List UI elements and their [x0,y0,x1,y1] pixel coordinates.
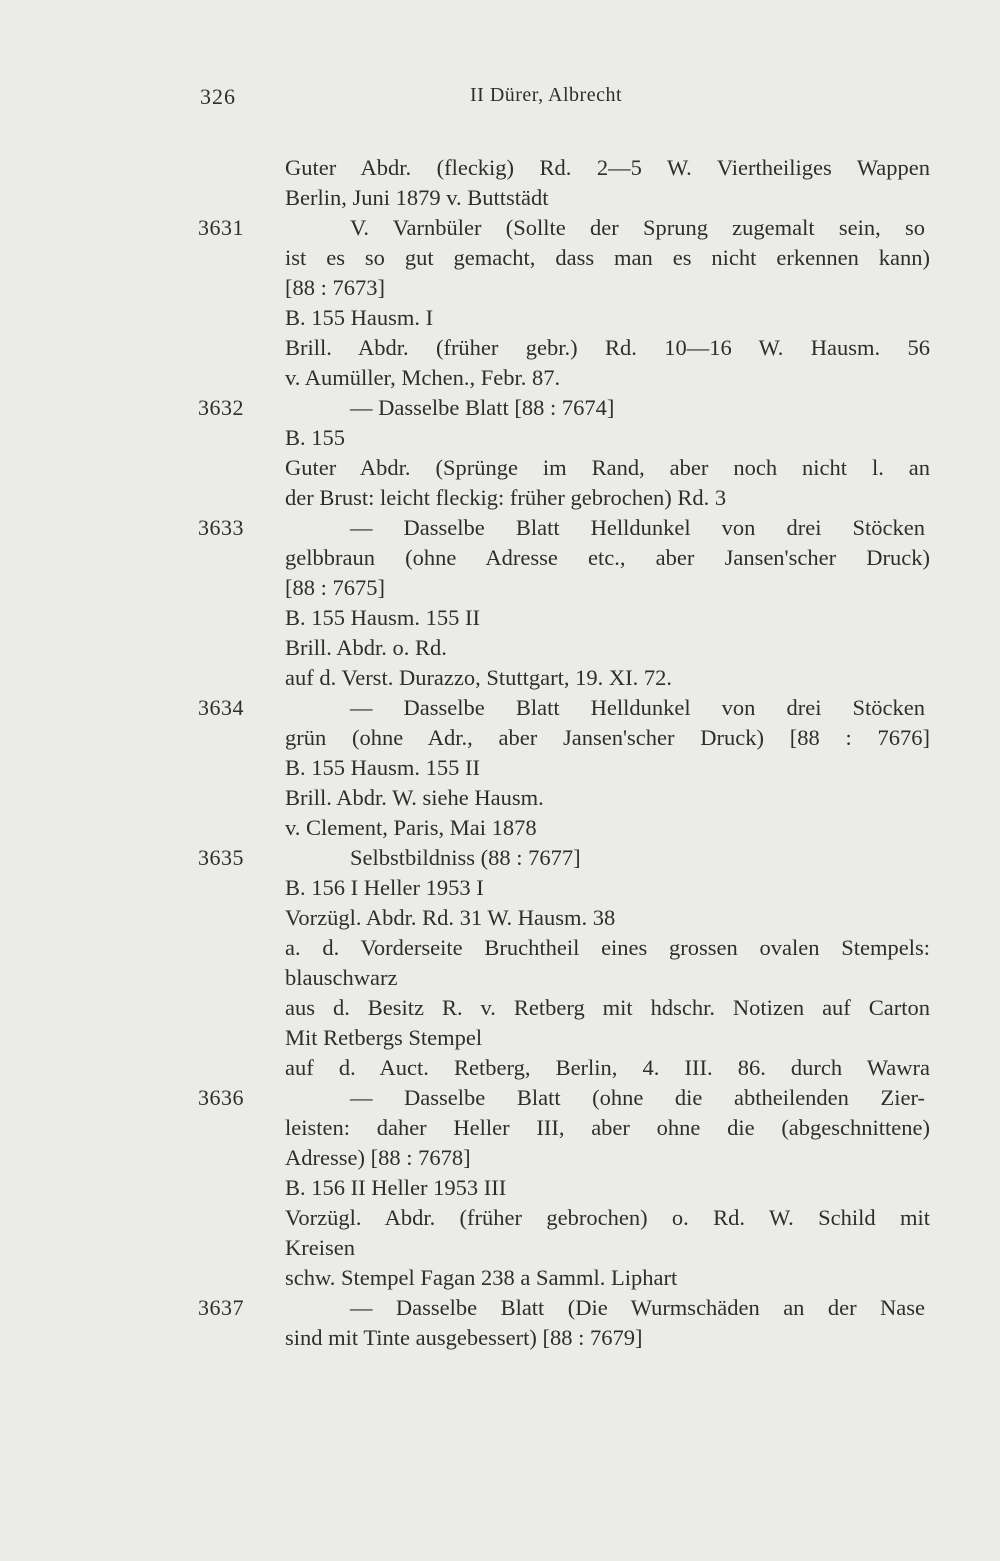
catalogue-entries [0,153,1000,1353]
lot-detail: Berlin, Juni 1879 v. Buttstädt [285,185,549,210]
lot-title: — Dasselbe Blatt (Die Wurmschäden an der Nase [350,1295,925,1320]
text-line [0,273,1000,303]
lot-detail: Guter Abdr. (Sprünge im Rand, aber noch nicht l. an [285,455,930,480]
lot-number: 3634 [198,695,244,720]
lot-number: 3631 [198,215,244,240]
text-line [0,183,1000,213]
lot-detail: gelbbraun (ohne Adresse etc., aber Jansen'scher Druck) [285,545,930,570]
lot-title: — Dasselbe Blatt [88 : 7674] [350,395,615,420]
lot-detail: Guter Abdr. (fleckig) Rd. 2—5 W. Viertheiliges Wappen [285,155,930,180]
lot-number: 3636 [198,1085,244,1110]
text-line [0,963,1000,993]
lot-detail: sind mit Tinte ausgebessert) [88 : 7679] [285,1325,643,1350]
text-line [0,303,1000,333]
lot-detail: der Brust: leicht fleckig: früher gebrochen) Rd. 3 [285,485,727,510]
lot-title: — Dasselbe Blatt (ohne die abtheilenden Zier- [350,1085,925,1110]
lot-detail: a. d. Vorderseite Bruchtheil eines grossen ovalen Stempels: [285,935,930,960]
running-title: II Dürer, Albrecht [470,84,623,106]
text-line [0,723,1000,753]
text-line [0,393,1000,423]
lot-detail: B. 155 Hausm. I [285,305,434,330]
lot-detail: auf d. Auct. Retberg, Berlin, 4. III. 86. durch Wawra [285,1055,930,1080]
lot-detail: [88 : 7673] [285,275,385,300]
lot-detail: Vorzügl. Abdr. (früher gebrochen) o. Rd. W. Schild mit [285,1205,930,1230]
text-line [0,1233,1000,1263]
lot-title: — Dasselbe Blatt Helldunkel von drei Stöcken [350,695,925,720]
text-line [0,1203,1000,1233]
lot-detail: aus d. Besitz R. v. Retberg mit hdschr. Notizen auf Carton [285,995,930,1020]
text-line [0,933,1000,963]
text-line [0,513,1000,543]
text-line [0,1083,1000,1113]
lot-detail: v. Aumüller, Mchen., Febr. 87. [285,365,561,390]
lot-detail: B. 156 II Heller 1953 III [285,1175,507,1200]
lot-detail: Vorzügl. Abdr. Rd. 31 W. Hausm. 38 [285,905,616,930]
lot-detail: leisten: daher Heller III, aber ohne die (abgeschnittene) [285,1115,930,1140]
text-line [0,423,1000,453]
lot-detail: ist es so gut gemacht, dass man es nicht erkennen kann) [285,245,930,270]
text-line [0,1323,1000,1353]
lot-detail: B. 155 Hausm. 155 II [285,755,480,780]
lot-detail: B. 155 [285,425,346,450]
lot-detail: schw. Stempel Fagan 238 a Samml. Liphart [285,1265,678,1290]
page-header [0,84,1000,116]
lot-number: 3635 [198,845,244,870]
text-line [0,843,1000,873]
lot-detail: Mit Retbergs Stempel [285,1025,483,1050]
lot-detail: Adresse) [88 : 7678] [285,1145,471,1170]
text-line [0,633,1000,663]
text-line [0,333,1000,363]
text-line [0,483,1000,513]
lot-detail: B. 155 Hausm. 155 II [285,605,480,630]
lot-detail: Brill. Abdr. o. Rd. [285,635,447,660]
lot-title: — Dasselbe Blatt Helldunkel von drei Stöcken [350,515,925,540]
text-line [0,603,1000,633]
lot-detail: Brill. Abdr. W. siehe Hausm. [285,785,544,810]
text-line [0,873,1000,903]
text-line [0,1143,1000,1173]
lot-detail: v. Clement, Paris, Mai 1878 [285,815,537,840]
text-line [0,693,1000,723]
lot-number: 3637 [198,1295,244,1320]
text-line [0,813,1000,843]
lot-number: 3632 [198,395,244,420]
text-line [0,1263,1000,1293]
lot-title: Selbstbildniss (88 : 7677] [350,845,581,870]
text-line [0,1023,1000,1053]
lot-title: V. Varnbüler (Sollte der Sprung zugemalt sein, so [350,215,925,240]
text-line [0,453,1000,483]
text-line [0,213,1000,243]
text-line [0,1113,1000,1143]
lot-detail: grün (ohne Adr., aber Jansen'scher Druck) [88 : 7676] [285,725,930,750]
text-line [0,543,1000,573]
lot-detail: blauschwarz [285,965,398,990]
text-line [0,903,1000,933]
text-line [0,783,1000,813]
text-line [0,753,1000,783]
text-line [0,993,1000,1023]
text-line [0,1293,1000,1323]
text-line [0,153,1000,183]
lot-detail: Kreisen [285,1235,355,1260]
lot-detail: Brill. Abdr. (früher gebr.) Rd. 10—16 W. Hausm. 56 [285,335,930,360]
text-line [0,243,1000,273]
lot-detail: B. 156 I Heller 1953 I [285,875,484,900]
page-number: 326 [200,84,236,109]
text-line [0,663,1000,693]
text-line [0,1053,1000,1083]
text-line [0,1173,1000,1203]
text-line [0,363,1000,393]
text-line [0,573,1000,603]
lot-number: 3633 [198,515,244,540]
lot-detail: [88 : 7675] [285,575,385,600]
lot-detail: auf d. Verst. Durazzo, Stuttgart, 19. XI. 72. [285,665,673,690]
